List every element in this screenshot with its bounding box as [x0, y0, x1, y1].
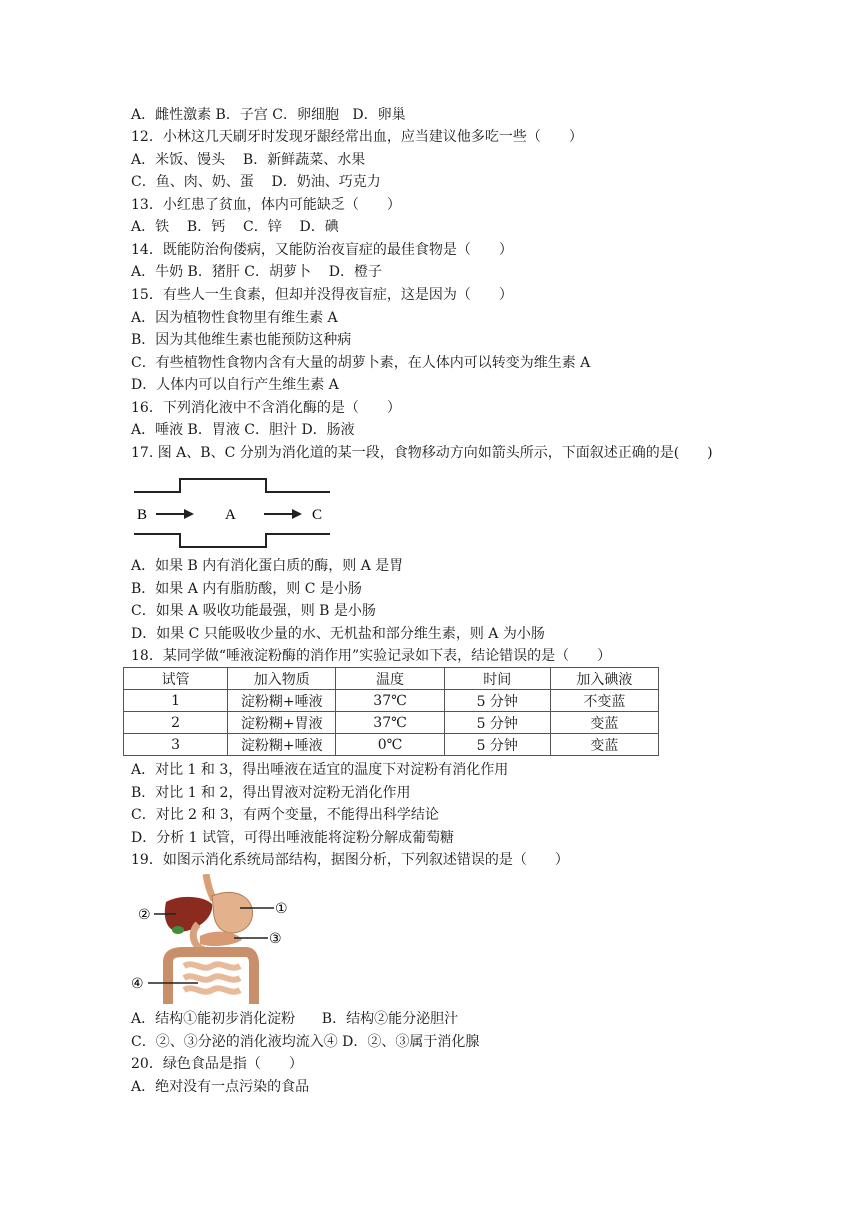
table-header-cell: 试管	[124, 668, 228, 690]
q11-options: A．雌性激素 B．子宫 C．卵细胞 D．卵巢	[131, 107, 406, 123]
small-intestine-shape	[184, 964, 240, 991]
table-header-row	[124, 668, 659, 690]
q14-options: A．牛奶 B．猪肝 C．胡萝卜 D．橙子	[131, 264, 383, 280]
table-cell: 37℃	[336, 712, 444, 734]
table-cell: 5 分钟	[444, 712, 550, 734]
q12-options-cd: C．鱼、肉、奶、蛋 D．奶油、巧克力	[131, 174, 381, 190]
gallbladder-shape	[172, 926, 184, 934]
table-cell: 2	[124, 712, 228, 734]
table-cell: 5 分钟	[444, 734, 550, 756]
label-c: C	[312, 507, 323, 523]
label-4: ④	[131, 976, 144, 992]
q17-option-b: B．如果 A 内有脂肪酸，则 C 是小肠	[131, 581, 362, 597]
table-cell: 淀粉糊+胃液	[228, 712, 336, 734]
table-header-cell: 加入物质	[228, 668, 336, 690]
q12-stem: 12．小林这几天刷牙时发现牙龈经常出血，应当建议他多吃一些（ ）	[131, 129, 583, 145]
experiment-table	[123, 667, 659, 756]
q17-stem: 17. 图 A、B、C 分别为消化道的某一段，食物移动方向如箭头所示，下面叙述正确的是( )	[131, 445, 713, 461]
arrow-right-head	[292, 509, 302, 519]
digestive-tract-diagram	[134, 476, 330, 550]
arrow-left-head	[184, 509, 194, 519]
table-header-cell: 加入碘液	[550, 668, 658, 690]
table-cell: 淀粉糊+唾液	[228, 690, 336, 712]
table-cell: 变蓝	[550, 712, 658, 734]
tract-top-wall	[134, 479, 330, 492]
table-row	[124, 734, 659, 756]
q19-options-cd: C．②、③分泌的消化液均流入④ D．②、③属于消化腺	[131, 1034, 480, 1050]
label-3: ③	[269, 931, 282, 947]
table-cell: 3	[124, 734, 228, 756]
q18-option-d: D．分析 1 试管，可得出唾液能将淀粉分解成葡萄糖	[131, 830, 455, 846]
q17-option-a: A．如果 B 内有消化蛋白质的酶，则 A 是胃	[131, 558, 404, 574]
table-cell: 1	[124, 690, 228, 712]
tract-bottom-wall	[134, 534, 330, 547]
q13-options: A．铁 B．钙 C．锌 D．碘	[131, 219, 339, 235]
table-row	[124, 712, 659, 734]
q17-option-c: C．如果 A 吸收功能最强，则 B 是小肠	[131, 603, 376, 619]
q15-option-a: A．因为植物性食物里有维生素 A	[131, 310, 338, 326]
q18-stem: 18．某同学做“唾液淀粉酶的消作用”实验记录如下表，结论错误的是（ ）	[131, 648, 612, 664]
table-header-cell: 时间	[444, 668, 550, 690]
q16-stem: 16．下列消化液中不含消化酶的是（ ）	[131, 400, 401, 416]
table-cell: 0℃	[336, 734, 444, 756]
q20-stem: 20．绿色食品是指（ ）	[131, 1056, 303, 1072]
table-row	[124, 690, 659, 712]
label-1: ①	[275, 901, 288, 917]
label-a: A	[225, 507, 236, 523]
q16-options: A．唾液 B．胃液 C．胆汁 D．肠液	[131, 422, 355, 438]
q15-option-b: B．因为其他维生素也能预防这种病	[131, 332, 352, 348]
q18-option-a: A．对比 1 和 3，得出唾液在适宜的温度下对淀粉有消化作用	[131, 762, 509, 778]
q15-stem: 15．有些人一生食素，但却并没得夜盲症，这是因为（ ）	[131, 287, 513, 303]
q18-option-c: C．对比 2 和 3，有两个变量，不能得出科学结论	[131, 807, 439, 823]
q14-stem: 14．既能防治佝偻病，又能防治夜盲症的最佳食物是（ ）	[131, 242, 513, 258]
q20-option-a: A．绝对没有一点污染的食品	[131, 1079, 310, 1095]
q17-option-d: D．如果 C 只能吸收少量的水、无机盐和部分维生素，则 A 为小肠	[131, 626, 545, 642]
table-cell: 变蓝	[550, 734, 658, 756]
table-cell: 淀粉糊+唾液	[228, 734, 336, 756]
stomach-shape	[212, 892, 253, 933]
label-b: B	[137, 507, 148, 523]
table-header-cell: 温度	[336, 668, 444, 690]
q18-option-b: B．对比 1 和 2，得出胃液对淀粉无消化作用	[131, 785, 411, 801]
table-cell: 不变蓝	[550, 690, 658, 712]
table-cell: 5 分钟	[444, 690, 550, 712]
label-2: ②	[138, 907, 151, 923]
q12-options-ab: A．米饭、馒头 B．新鲜蔬菜、水果	[131, 152, 366, 168]
q19-options-ab: A．结构①能初步消化淀粉 B．结构②能分泌胆汁	[131, 1011, 459, 1027]
table-cell: 37℃	[336, 690, 444, 712]
q15-option-d: D．人体内可以自行产生维生素 A	[131, 377, 339, 393]
digestive-system-figure	[128, 874, 298, 1004]
q15-option-c: C．有些植物性食物内含有大量的胡萝卜素，在人体内可以转变为维生素 A	[131, 355, 591, 371]
q19-stem: 19．如图示消化系统局部结构，据图分析，下列叙述错误的是（ ）	[131, 852, 569, 868]
q13-stem: 13．小红患了贫血，体内可能缺乏（ ）	[131, 197, 401, 213]
pancreas-shape	[200, 932, 242, 946]
